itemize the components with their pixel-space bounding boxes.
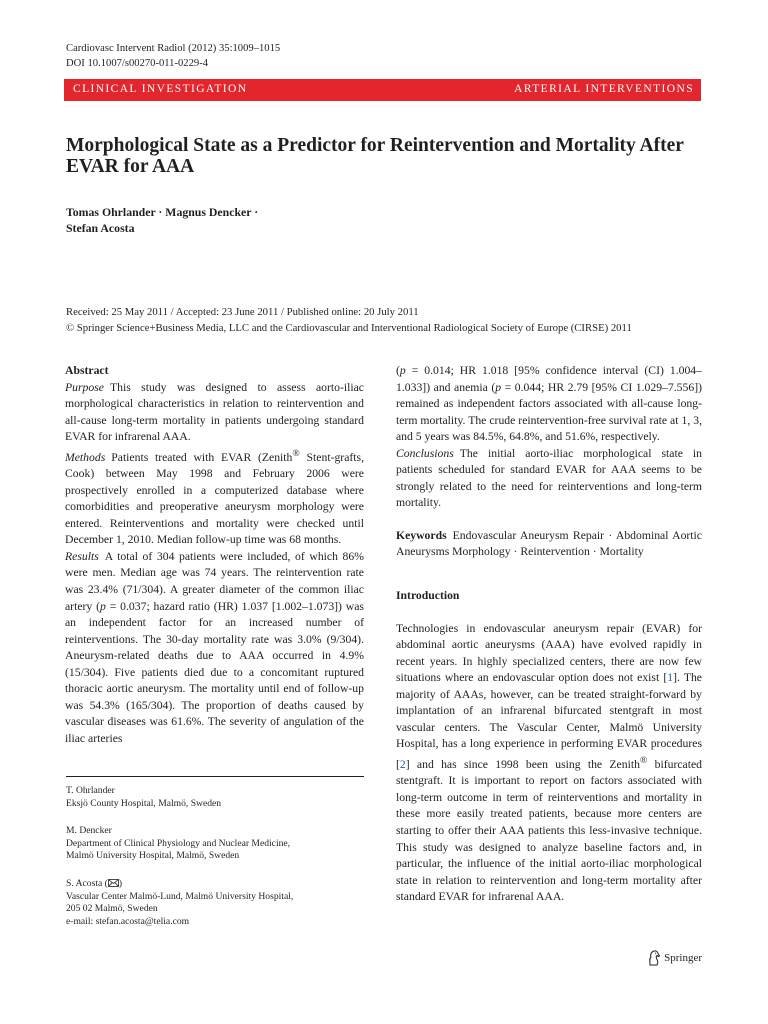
p-value-symbol: p xyxy=(399,364,406,377)
affiliation-dencker xyxy=(66,825,290,863)
reference-link-1[interactable]: 1 xyxy=(667,671,674,685)
abstract-conclusions xyxy=(396,446,702,512)
methods-label: Methods xyxy=(65,450,106,464)
p-value-symbol: p xyxy=(100,599,106,613)
abstract-heading: Abstract xyxy=(65,364,109,377)
abstract-methods xyxy=(65,446,364,549)
conclusions-label: Conclusions xyxy=(396,446,454,460)
publication-dates: Received: 25 May 2011 / Accepted: 23 June 2011 / Published online: 20 July 2011 xyxy=(66,306,419,318)
author-list xyxy=(66,205,466,236)
affiliation-line: Vascular Center Malmö-Lund, Malmö University Hospital, xyxy=(66,890,294,902)
keywords-label: Keywords xyxy=(396,528,447,542)
copyright-notice: © Springer Science+Business Media, LLC and the Cardiovascular and Interventional Radiological Society of Europe (CIRSE) 2011 xyxy=(66,322,632,334)
left-column xyxy=(65,363,364,747)
banner-subcategory: ARTERIAL INTERVENTIONS xyxy=(514,83,694,95)
envelope-icon xyxy=(108,878,119,889)
registered-mark: ® xyxy=(292,447,300,459)
methods-text-b: Stent-grafts, Cook) between May 1998 and February 2006 were prospectively enrolled in a computerized database where comorbidities and preoperative aneurysm morphology were entered. Reinterventions and mortality were checked until December 1, 2010. Median follow-up time was 68 months. xyxy=(65,450,364,547)
affiliation-line: Malmö University Hospital, Malmö, Sweden xyxy=(66,850,240,862)
results-text-b: = 0.037; hazard ratio (HR) 1.037 [1.002–1.073]) was an independent factor for an increased number of reinterventions. The 30-day mortality rate was 3.0% (9/304). Aneurysm-related deaths due to AAA occurred in 4.9% (15/304). Five patients died due to a concomitant ruptured thoracic aortic aneurysm. The mortality until end of follow-up was 54.3% (165/304). The proportion of deaths caused by vascular diseases was 61.6%. The severity of angulation of the iliac arteries xyxy=(65,599,364,745)
author-line-2: Stefan Acosta xyxy=(66,220,135,235)
journal-citation: Cardiovasc Intervent Radiol (2012) 35:1009–1015 xyxy=(66,43,281,54)
introduction-text: Technologies in endovascular aneurysm repair (EVAR) for abdominal aortic aneurysms (AAA) have evolved rapidly in recent years. In highly specialized centers, there are now few situations where an endovascular option does not exist [1]. The majority of AAAs, however, can be treated straight-forward by implantation of an infrarenal bifurcated stentgraft in most vascular centers. The Vascular Center, Malmö University Hospital, has a long experience in performing EVAR procedures [2] and has since 1998 been using the Zenith® bifurcated stentgraft. It is important to report on factors associated with long-term outcome in term of reinterventions and mortality in these more easily treated patients, because more centers are starting to offer their AAA patients this less-invasive technique. This study was designed to analyze baseline factors and, in particular, the influence of the initial aorto-iliac morphological state in relation to reintervention and long-term mortality after standard EVAR for infrarenal AAA. xyxy=(396,621,702,904)
section-banner xyxy=(64,79,701,101)
results-text-e: = 0.044; HR 2.79 [95% CI 1.029–7.556]) remained as independent factors associated with all-cause long-term mortality. The crude reintervention-free survival rate at 1, 3, and 5 years was 84.5%, 64.8%, and 51.6%, respectively. xyxy=(396,380,702,444)
affiliation-line: Eksjö County Hospital, Malmö, Sweden xyxy=(66,797,222,809)
affiliation-name: T. Ohrlander xyxy=(66,785,115,796)
abstract-purpose xyxy=(65,380,364,446)
methods-text-a: Patients treated with EVAR (Zenith xyxy=(111,450,293,464)
affiliation-name: S. Acosta ( xyxy=(66,878,108,889)
purpose-text: This study was designed to assess aorto-iliac morphological characteristics in relation to reintervention and all-cause long-term mortality in patients undergoing standard EVAR for infrarenal AAA. xyxy=(65,380,364,444)
p-value-symbol: p xyxy=(495,380,502,394)
results-text-d: = 0.014; HR 1.018 [95% confidence interval (CI) 1.004–1.033]) and anemia ( xyxy=(396,364,702,394)
author-line-1: Tomas Ohrlander · Magnus Dencker · xyxy=(66,205,259,219)
article-title: Morphological State as a Predictor for Reintervention and Mortality After EVAR for AAA xyxy=(66,135,684,177)
conclusions-text: The initial aorto-iliac morphological state in patients scheduled for standard EVAR for AAA seems to be strongly related to the need for reinterventions and long-term mortality. xyxy=(396,446,702,510)
affiliation-name-row: S. Acosta ( ) xyxy=(66,878,123,889)
introduction-heading: Introduction xyxy=(396,589,460,603)
results-label: Results xyxy=(65,549,99,563)
affiliation-line: 205 02 Malmö, Sweden xyxy=(66,903,158,915)
affiliation-email[interactable]: e-mail: stefan.acosta@telia.com xyxy=(66,915,190,927)
springer-horse-icon xyxy=(647,950,661,966)
keywords xyxy=(396,528,702,561)
affiliation-ohrlander xyxy=(66,785,221,810)
abstract-results-continued: (p = 0.014; HR 1.018 [95% confidence interval (CI) 1.004–1.033]) and anemia (p = 0.044; HR 2.79 [95% CI 1.029–7.556]) remained as independent factors associated with all-cause long-term mortality. The crude reintervention-free survival rate at 1, 3, and 5 years was 84.5%, 64.8%, and 51.6%, respectively. xyxy=(396,364,702,444)
affiliation-line: Department of Clinical Physiology and Nuclear Medicine, xyxy=(66,837,291,849)
right-column xyxy=(396,363,702,906)
affiliation-acosta xyxy=(66,878,293,928)
doi: DOI 10.1007/s00270-011-0229-4 xyxy=(66,58,209,69)
publisher-name: Springer xyxy=(664,952,702,964)
footnote-rule xyxy=(66,776,364,777)
banner-category: CLINICAL INVESTIGATION xyxy=(73,83,248,95)
keywords-text: Endovascular Aneurysm Repair · Abdominal Aortic Aneurysms Morphology · Reintervention · Mortality xyxy=(396,528,702,559)
registered-mark: ® xyxy=(639,754,648,766)
purpose-label: Purpose xyxy=(65,380,104,394)
results-text-a: A total of 304 patients were included, of which 86% were men. Median age was 74 years. The reintervention rate was 23.4% (71/304). A greater diameter of the common iliac artery ( xyxy=(65,549,364,613)
abstract-results xyxy=(65,549,364,748)
publisher-logo xyxy=(647,950,702,966)
reference-link-2[interactable]: 2 xyxy=(399,757,406,771)
affiliation-name: M. Dencker xyxy=(66,825,112,836)
